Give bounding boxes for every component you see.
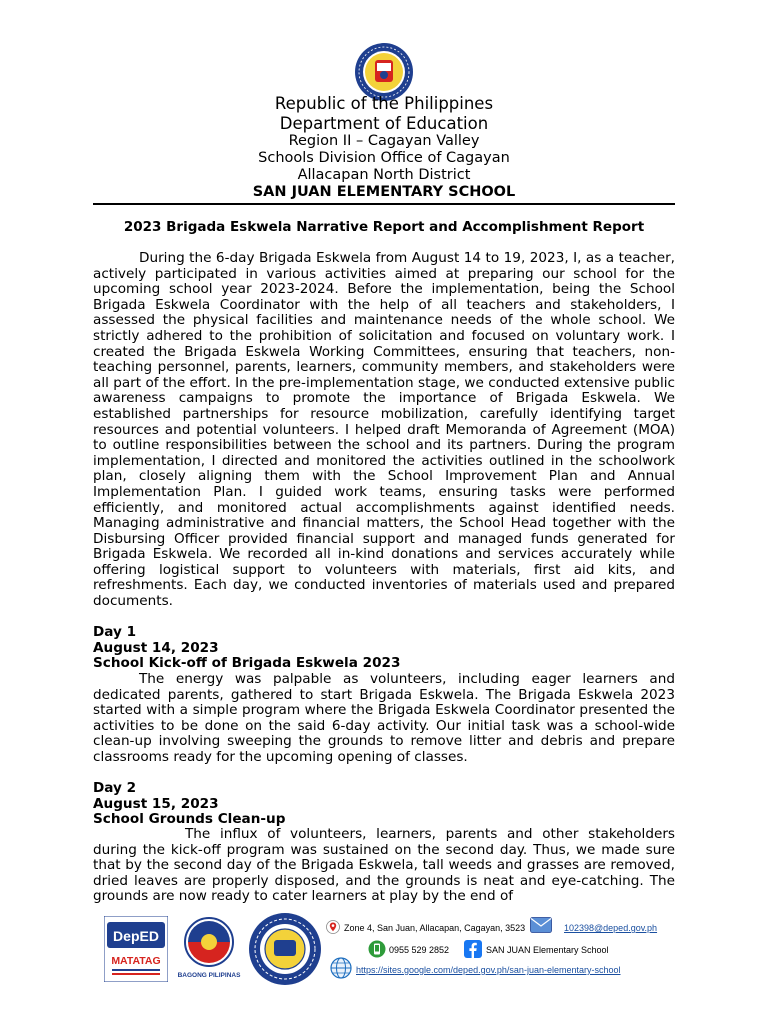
footer-address: Zone 4, San Juan, Allacapan, Cagayan, 3523	[344, 923, 526, 933]
facebook-icon	[464, 940, 482, 958]
day1-title: School Kick-off of Brigada Eskwela 2023	[93, 655, 401, 672]
footer-facebook[interactable]: SAN JUAN Elementary School	[486, 945, 609, 955]
footer-phone: 0955 529 2852	[389, 945, 450, 955]
footer-email[interactable]: 102398@deped.gov.ph	[564, 923, 658, 933]
bagong-pilipinas-logo	[176, 914, 242, 982]
header-school-name: SAN JUAN ELEMENTARY SCHOOL	[252, 184, 516, 200]
day1-paragraph: The energy was palpable as volunteers, including eager learners and dedicated parents, gathered to start Brigada Eskwela. The Brigada Eskwela 2023 started with a simple program where the Brigada Eskwela Coordinator presented the activities to be done on the said 6-day activity. Our initial task was a school-wide clean-up involving sweeping the grounds to remove litter and debris and prepare classrooms ready for the upcoming opening of classes.	[93, 671, 675, 765]
day2-heading-block	[93, 781, 675, 828]
deped-matatag-logo	[104, 916, 168, 982]
report-title: 2023 Brigada Eskwela Narrative Report and Accomplishment Report	[123, 219, 645, 235]
matatag-text: MATATAG	[111, 955, 161, 967]
day2-label: Day 2	[93, 780, 137, 796]
deped-seal-icon	[354, 42, 414, 102]
footer-website[interactable]: https://sites.google.com/deped.gov.ph/san-juan-elementary-school	[356, 965, 621, 975]
day2-title: School Grounds Clean-up	[93, 811, 286, 828]
globe-icon	[330, 957, 352, 979]
phone-icon	[368, 940, 386, 958]
header-divider	[93, 203, 675, 205]
day2-paragraph: The influx of volunteers, learners, parents and other stakeholders during the kick-off program was sustained on the second day. Thus, we made sure that by the second day of the Brigada Eskwela, tall weeds and grasses are removed, dried leaves are properly disposed, and the grounds is neat and eye-catching. The grounds are now ready to cater learners at play by the end of	[93, 827, 675, 905]
header-division: Schools Division Office of Cagayan	[258, 150, 510, 166]
school-seal-logo	[248, 912, 322, 986]
header-region: Region II – Cagayan Valley	[288, 133, 480, 149]
header-republic: Republic of the Philippines	[274, 94, 494, 113]
header-department: Department of Education	[279, 114, 489, 133]
email-icon	[530, 917, 552, 933]
intro-paragraph: During the 6-day Brigada Eskwela from August 14 to 19, 2023, I, as a teacher, actively participated in various activities aimed at preparing our school for the upcoming school year 2023-2024. Before the implementation, being the School Brigada Eskwela Coordinator with the help of all teachers and stakeholders, I assessed the physical facilities and maintenance needs of the whole school. We strictly adhered to the prohibition of solicitation and focused on voluntary work. I created the Brigada Eskwela Working Committees, ensuring that teachers, non-teaching personnel, parents, learners, community members, and stakeholders were all part of the effort. In the pre-implementation stage, we conducted extensive public awareness campaigns to promote the importance of Brigada Eskwela. We established partnerships for resource mobilization, carefully identifying target resources and potential volunteers. I helped draft Memoranda of Agreement (MOA) to outline responsibilities between the school and its partners. During the program implementation, I directed and monitored the activities outlined in the schoolwork plan, closely aligning them with the School Improvement Plan and Annual Implementation Plan. I guided work teams, ensuring tasks were performed efficiently, and monitored actual accomplishments against identified needs. Managing administrative and financial matters, the School Head together with the Disbursing Officer provided financial support and managed funds generated for Brigada Eskwela. We recorded all in-kind donations and services accurately while offering logistical support to volunteers with materials, first aid kits, and refreshments. Each day, we conducted inventories of materials used and prepared documents.	[93, 250, 675, 610]
deped-logo-text: DepED	[113, 928, 159, 944]
bagong-pilipinas-text: BAGONG PILIPINAS	[177, 972, 241, 979]
day1-heading-block	[93, 625, 675, 672]
day2-date: August 15, 2023	[93, 795, 219, 812]
location-pin-icon	[326, 920, 340, 934]
header-district: Allacapan North District	[297, 167, 471, 183]
day1-date: August 14, 2023	[93, 639, 219, 656]
day1-label: Day 1	[93, 624, 137, 640]
letterhead-footer	[100, 910, 675, 985]
